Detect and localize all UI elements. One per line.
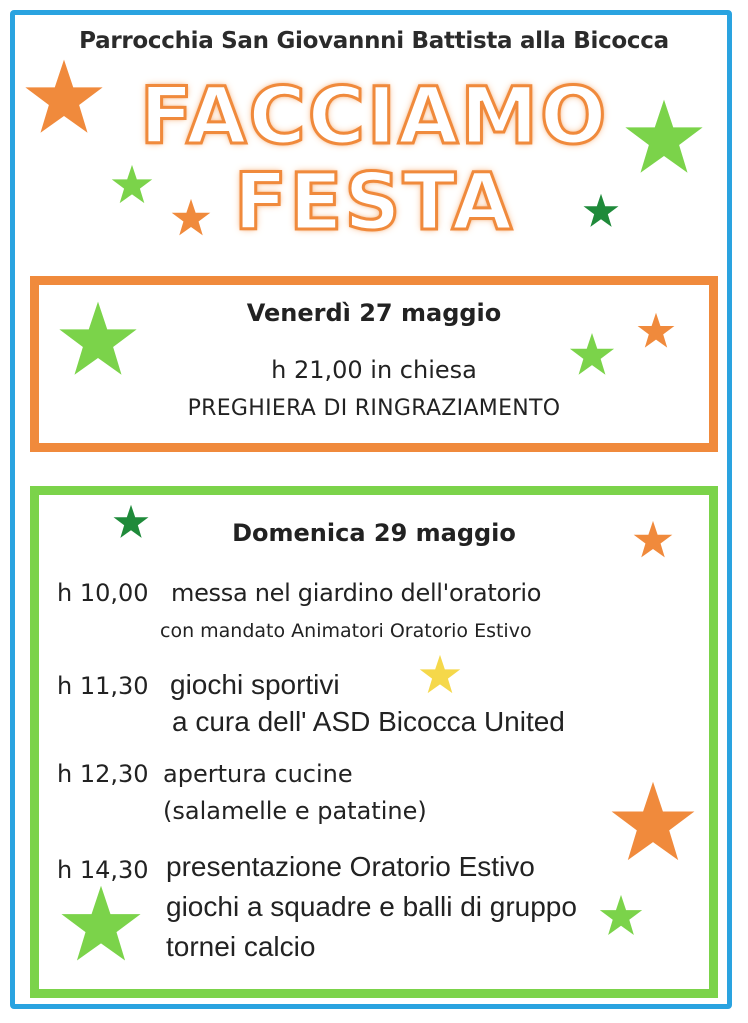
schedule-time: h 11,30 <box>57 672 149 700</box>
schedule-subtext: giochi a squadre e balli di gruppo <box>166 891 577 922</box>
parish-name: Parrocchia San Giovannni Battista alla Bicocca <box>79 28 669 54</box>
title-line-1: FACCIAMO <box>139 72 609 162</box>
friday-event: PREGHIERA DI RINGRAZIAMENTO <box>187 396 561 421</box>
title-line-2: FESTA <box>233 158 515 248</box>
orange-star-icon <box>608 780 698 870</box>
friday-time-place: h 21,00 in chiesa <box>271 356 477 384</box>
yellow-star-icon <box>418 654 462 698</box>
schedule-text: apertura cucine <box>163 760 353 788</box>
schedule-text: presentazione Oratorio Estivo <box>166 851 535 882</box>
schedule-time: h 10,00 <box>57 579 149 607</box>
friday-date: Venerdì 27 maggio <box>246 299 502 327</box>
schedule-subtext: tornei calcio <box>166 931 316 962</box>
sunday-date: Domenica 29 maggio <box>232 519 516 547</box>
schedule-time: h 14,30 <box>57 856 149 884</box>
green-star-icon <box>58 884 144 970</box>
schedule-text: messa nel giardino dell'oratorio <box>171 579 542 607</box>
green-star-icon <box>598 894 644 940</box>
schedule-subtext: con mandato Animatori Oratorio Estivo <box>160 620 532 642</box>
schedule-subtext: (salamelle e patatine) <box>163 797 427 825</box>
schedule-text: giochi sportivi <box>170 669 340 700</box>
schedule-time: h 12,30 <box>57 760 149 788</box>
schedule-subtext: a cura dell' ASD Bicocca United <box>172 706 565 737</box>
